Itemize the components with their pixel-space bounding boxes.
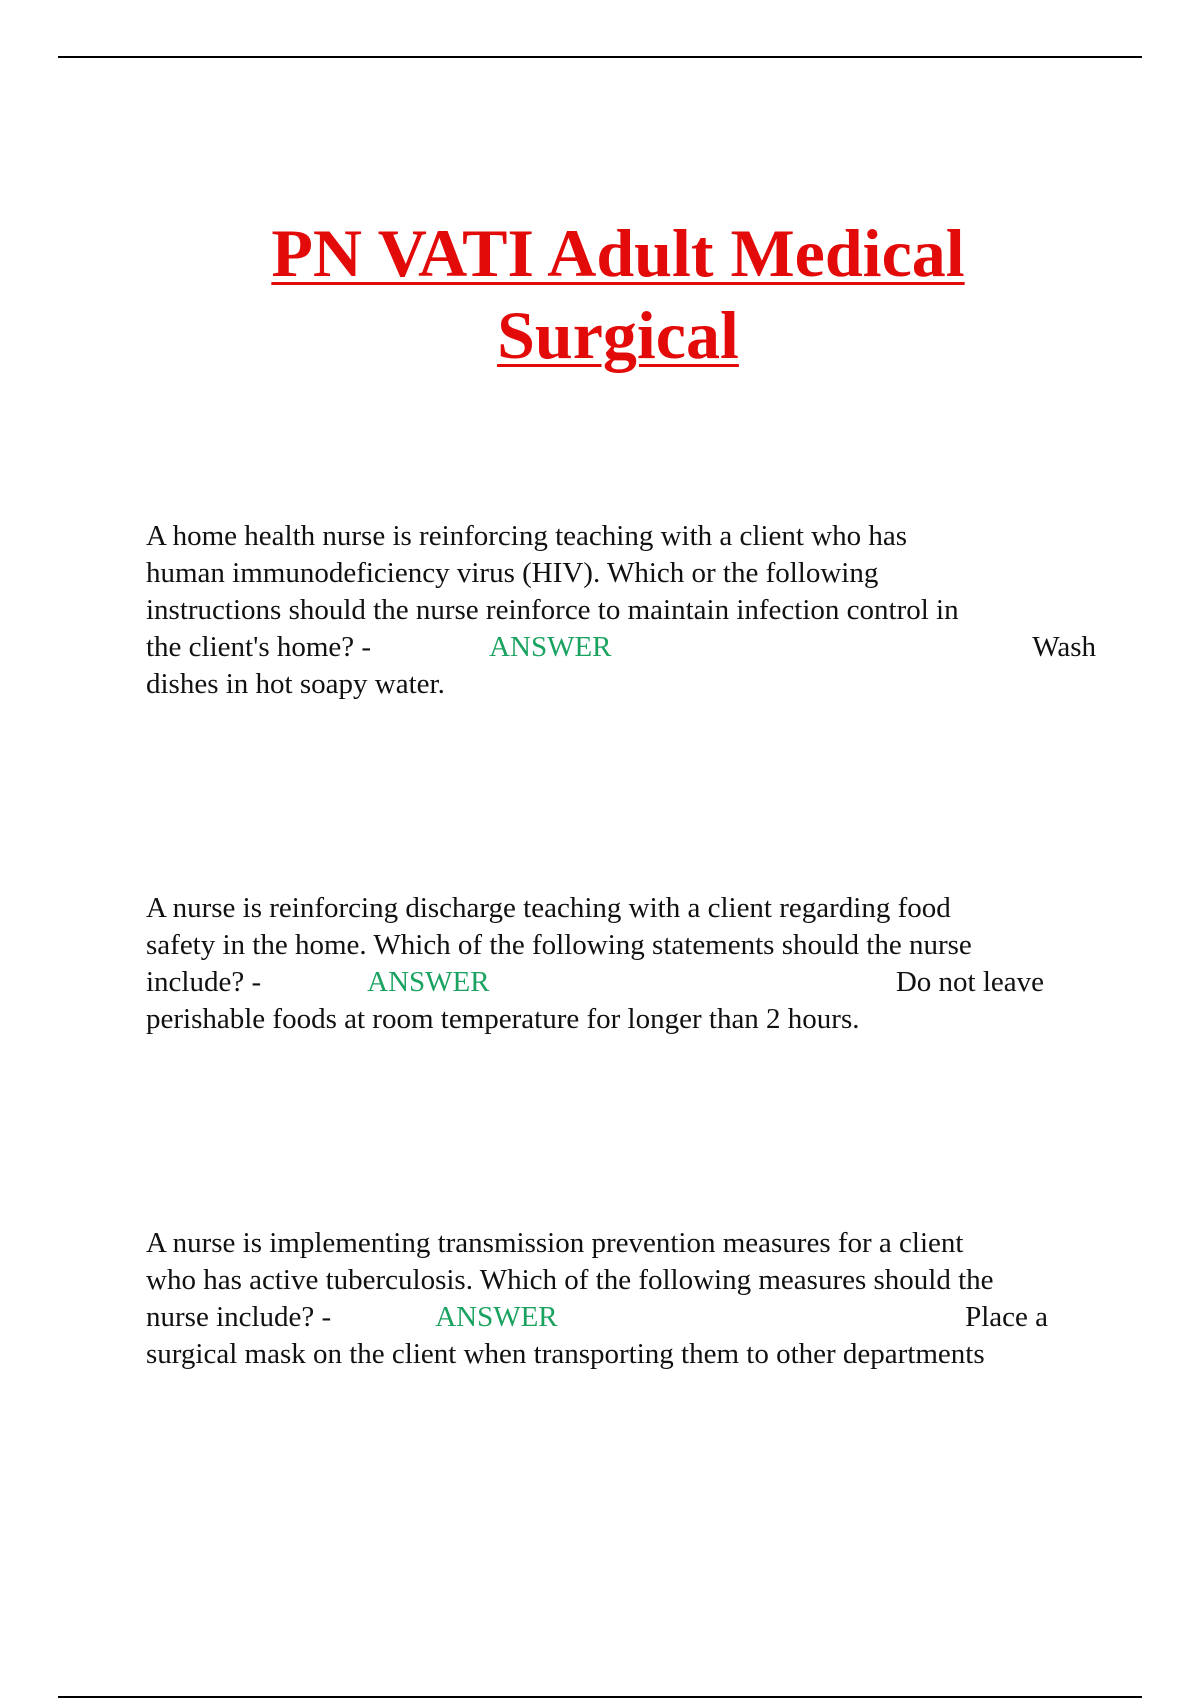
document-title [0, 212, 1200, 376]
answer-text-start: Do not leave [895, 966, 1044, 998]
answer-label: ANSWER [367, 966, 490, 998]
answer-row [146, 964, 1044, 1001]
answer-text-rest: perishable foods at room temperature for longer than 2 hours. [146, 1003, 860, 1035]
question-text-line: human immunodeficiency virus (HIV). Which or the following [146, 557, 879, 589]
question-lead-in: include? - [146, 966, 262, 998]
answer-text-start: Place a [965, 1301, 1048, 1333]
question-lead-in: nurse include? - [146, 1301, 332, 1333]
answer-label: ANSWER [489, 631, 612, 663]
bottom-rule [58, 1696, 1142, 1698]
question-text-line: safety in the home. Which of the following statements should the nurse [146, 929, 972, 961]
question-text-line: A home health nurse is reinforcing teaching with a client who has [146, 520, 908, 552]
answer-row [146, 1299, 1048, 1336]
question-text-line: who has active tuberculosis. Which of the following measures should the [146, 1264, 994, 1296]
question-text-line: A nurse is reinforcing discharge teaching with a client regarding food [146, 892, 951, 924]
answer-text-rest: dishes in hot soapy water. [146, 668, 445, 700]
title-line-1: PN VATI Adult Medical [271, 215, 965, 291]
question-block-1 [146, 518, 1096, 703]
answer-text-start: Wash [1032, 631, 1096, 663]
answer-row [146, 629, 1096, 666]
title-line-2: Surgical [497, 297, 739, 373]
question-block-3 [146, 1225, 1096, 1373]
question-text-line: instructions should the nurse reinforce to maintain infection control in [146, 594, 959, 626]
question-lead-in: the client's home? - [146, 631, 372, 663]
question-text-line: A nurse is implementing transmission prevention measures for a client [146, 1227, 964, 1259]
answer-label: ANSWER [435, 1301, 558, 1333]
top-rule [58, 56, 1142, 58]
answer-text-rest: surgical mask on the client when transporting them to other departments [146, 1338, 985, 1370]
question-block-2 [146, 890, 1096, 1038]
